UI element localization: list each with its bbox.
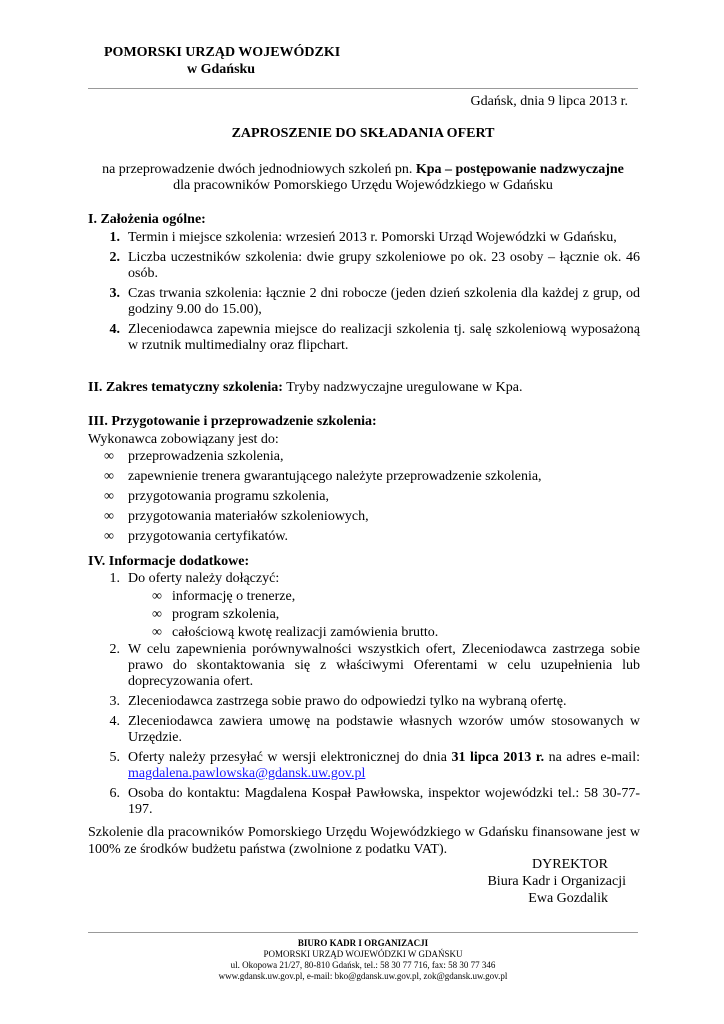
contact-email-link[interactable]: magdalena.pawlowska@gdansk.uw.gov.pl xyxy=(128,766,366,781)
item-text: Liczba uczestników szkolenia: dwie grupy szkoleniowe po ok. 23 osoby – łącznie ok. 46 osób. xyxy=(128,250,640,281)
item-text: przygotowania materiałów szkoleniowych, xyxy=(128,509,369,524)
item-number: 5. xyxy=(109,750,120,765)
deadline-date: 31 lipca 2013 r. xyxy=(451,750,545,765)
footer-divider xyxy=(88,932,638,933)
list-item xyxy=(152,607,438,625)
signature-department: Biura Kadr i Organizacji xyxy=(487,874,626,889)
list-item xyxy=(88,750,640,782)
item-text: Zleceniodawca zastrzega sobie prawo do odpowiedzi tylko na wybraną ofertę. xyxy=(128,694,567,709)
section-4-sublist xyxy=(152,589,438,643)
item-text: program szkolenia, xyxy=(172,607,280,622)
item-text: W celu zapewnienia porównywalności wszystkich ofert, Zleceniodawca zastrzega sobie prawo do skontaktowania się z właściwymi Oferentami w celu uzupełnienia lub doprecyzowania ofert. xyxy=(128,642,640,689)
list-item xyxy=(104,489,624,509)
item-text: przygotowania certyfikatów. xyxy=(128,529,289,544)
infinity-bullet-icon: ∞ xyxy=(152,625,162,640)
footer xyxy=(88,938,638,982)
list-item xyxy=(152,625,438,643)
item-number: 6. xyxy=(109,786,120,801)
intro-text: na przeprowadzenie dwóch jednodniowych szkoleń pn. xyxy=(102,162,416,177)
section-4-heading: IV. Informacje dodatkowe: xyxy=(88,554,250,569)
section-3-heading: III. Przygotowanie i przeprowadzenie szkolenia: xyxy=(88,414,377,429)
footer-office: BIURO KADR I ORGANIZACJI xyxy=(297,938,429,948)
infinity-bullet-icon: ∞ xyxy=(104,469,114,484)
closing-paragraph: Szkolenie dla pracowników Pomorskiego Urzędu Wojewódzkiego w Gdańsku finansowane jest w 100% ze środków budżetu państwa (zwolnione z podatku VAT). xyxy=(88,825,640,857)
signature-block xyxy=(487,856,626,907)
intro-line2: dla pracowników Pomorskiego Urzędu Wojewódzkiego w Gdańsku xyxy=(173,178,553,193)
section-2-heading: II. Zakres tematyczny szkolenia: xyxy=(88,380,283,395)
list-item xyxy=(88,642,640,690)
list-item xyxy=(104,469,624,489)
item-text: zapewnienie trenera gwarantującego należyte przeprowadzenie szkolenia, xyxy=(128,469,542,484)
section-3-bullets xyxy=(104,449,624,549)
item-text: Oferty należy przesyłać w wersji elektronicznej do dnia xyxy=(128,750,452,765)
item-number: 2. xyxy=(109,642,120,657)
section-3-lead: Wykonawca zobowiązany jest do: xyxy=(88,432,279,447)
list-item xyxy=(88,322,640,354)
section-4-list xyxy=(88,571,640,589)
signature-title: DYREKTOR xyxy=(532,857,608,872)
list-item xyxy=(152,589,438,607)
item-text: Czas trwania szkolenia: łącznie 2 dni robocze (jeden dzień szkolenia dla każdej z grup, od godziny 9.00 do 15.00), xyxy=(128,286,640,317)
list-item xyxy=(104,529,624,549)
item-text: Osoba do kontaktu: Magdalena Kospał Pawłowska, inspektor wojewódzki tel.: 58 30-77-197. xyxy=(128,786,640,817)
document-date: Gdańsk, dnia 9 lipca 2013 r. xyxy=(470,94,628,109)
list-item xyxy=(104,449,624,469)
signature-name: Ewa Gozdalik xyxy=(528,891,608,906)
item-number: 3. xyxy=(109,694,120,709)
item-number: 1. xyxy=(109,571,120,586)
header-divider xyxy=(88,88,638,89)
item-text: Termin i miejsce szkolenia: wrzesień 2013 r. Pomorski Urząd Wojewódzki w Gdańsku, xyxy=(128,230,617,245)
footer-institution: POMORSKI URZĄD WOJEWÓDZKI W GDAŃSKU xyxy=(263,949,463,959)
section-1-list xyxy=(88,230,640,358)
list-item xyxy=(88,714,640,746)
list-item xyxy=(88,230,640,246)
item-text: Zleceniodawca zapewnia miejsce do realizacji szkolenia tj. salę szkoleniową wyposażoną w rzutnik multimedialny oraz flipchart. xyxy=(128,322,640,353)
section-2-text: Tryby nadzwyczajne uregulowane w Kpa. xyxy=(282,380,523,395)
list-item xyxy=(88,571,640,587)
list-item xyxy=(104,509,624,529)
item-text: Do oferty należy dołączyć: xyxy=(128,571,280,586)
list-item xyxy=(88,694,640,710)
item-number: 4. xyxy=(109,714,120,729)
institution-name: POMORSKI URZĄD WOJEWÓDZKI xyxy=(104,45,341,60)
item-number: 2. xyxy=(109,250,120,265)
list-item xyxy=(88,250,640,282)
infinity-bullet-icon: ∞ xyxy=(104,489,114,504)
item-text: przygotowania programu szkolenia, xyxy=(128,489,329,504)
list-item xyxy=(88,786,640,818)
footer-contacts: www.gdansk.uw.gov.pl, e-mail: bko@gdansk.uw.gov.pl, zok@gdansk.uw.gov.pl xyxy=(218,971,508,981)
document-title: ZAPROSZENIE DO SKŁADANIA OFERT xyxy=(231,126,495,141)
training-name: Kpa – postępowanie nadzwyczajne xyxy=(415,162,624,177)
item-text: przeprowadzenia szkolenia, xyxy=(128,449,284,464)
item-text: informację o trenerze, xyxy=(172,589,296,604)
infinity-bullet-icon: ∞ xyxy=(152,607,162,622)
item-number: 3. xyxy=(109,286,120,301)
section-4-list-cont xyxy=(88,642,640,822)
institution-city: w Gdańsku xyxy=(187,62,256,77)
list-item xyxy=(88,286,640,318)
item-number: 4. xyxy=(109,322,120,337)
footer-address: ul. Okopowa 21/27, 80-810 Gdańsk, tel.: 58 30 77 716, fax: 58 30 77 346 xyxy=(230,960,496,970)
item-text: całościową kwotę realizacji zamówienia brutto. xyxy=(172,625,439,640)
intro-paragraph xyxy=(88,162,638,194)
institution-header xyxy=(104,44,340,78)
section-1-heading: I. Założenia ogólne: xyxy=(88,212,206,227)
item-number: 1. xyxy=(109,230,120,245)
infinity-bullet-icon: ∞ xyxy=(104,529,114,544)
item-text: Zleceniodawca zawiera umowę na podstawie własnych wzorów umów stosowanych w Urzędzie. xyxy=(128,714,640,745)
infinity-bullet-icon: ∞ xyxy=(104,509,114,524)
infinity-bullet-icon: ∞ xyxy=(152,589,162,604)
infinity-bullet-icon: ∞ xyxy=(104,449,114,464)
section-2 xyxy=(88,380,640,396)
item-text: na adres e-mail: xyxy=(544,750,640,765)
